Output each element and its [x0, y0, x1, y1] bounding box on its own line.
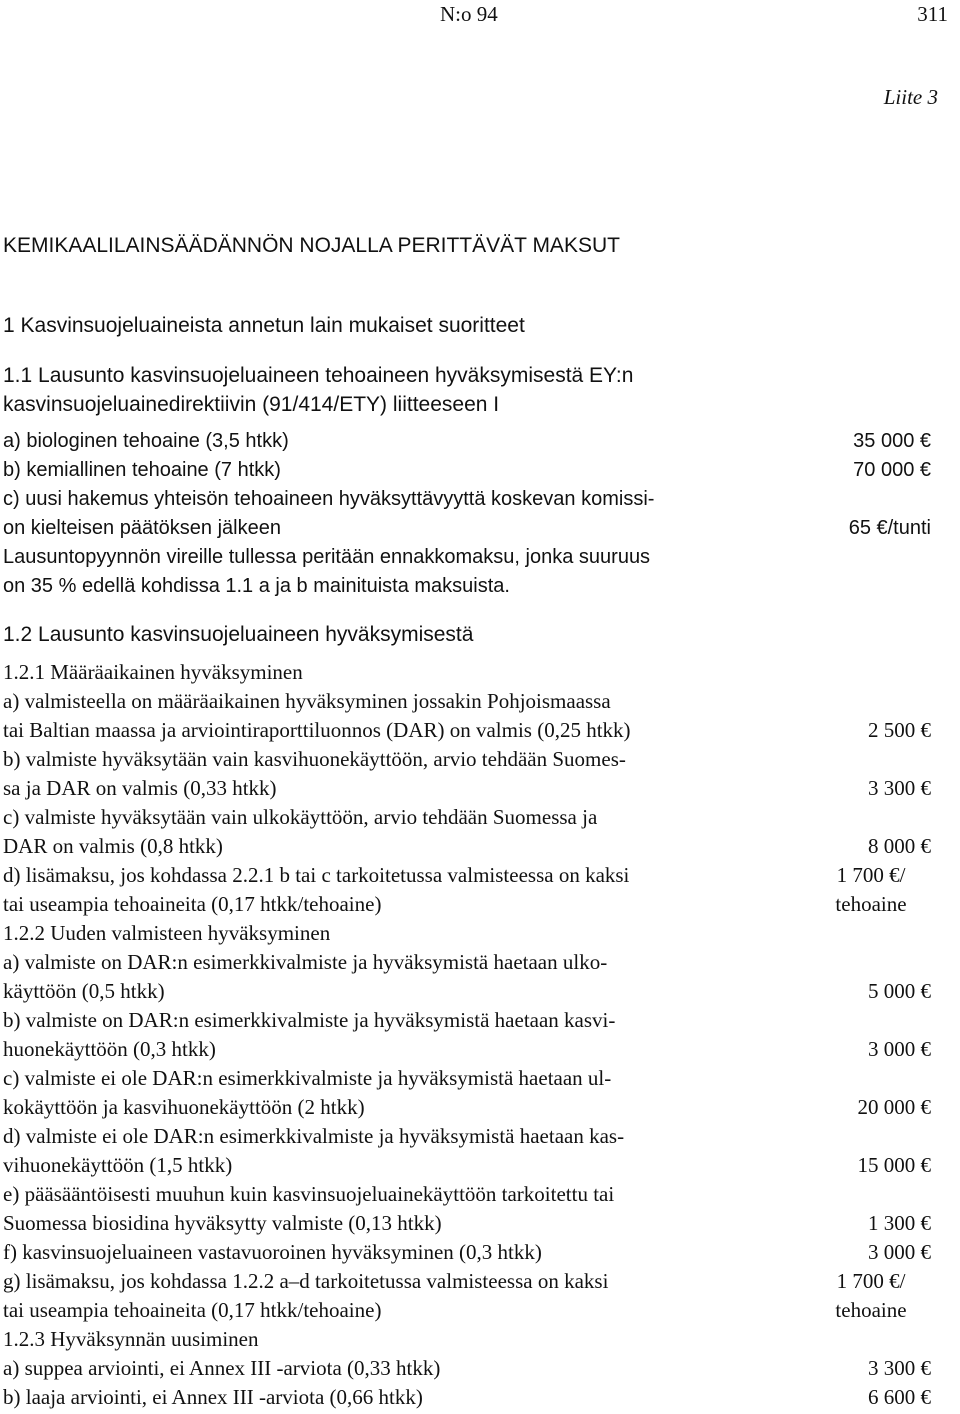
fee-amount: 3 300 €	[868, 1356, 931, 1380]
fee-amount: 5 000 €	[868, 979, 931, 1003]
issue-number: N:o 94	[440, 2, 498, 26]
note-line-1: Lausuntopyynnön vireille tullessa peritään ennakkomaksu, jonka suuruus	[3, 546, 651, 568]
fee-row-1-2-2-a-line-1: a) valmiste on DAR:n esimerkkivalmiste ja hyväksymistä haetaan ulko-	[3, 950, 608, 974]
fee-row-1-2-2-e-line-2: Suomessa biosidina hyväksytty valmiste (0,13 htkk) 1 300 €	[3, 1209, 931, 1238]
fee-row-1-2-2-e-line-1: e) pääsääntöisesti muuhun kuin kasvinsuojeluainekäyttöön tarkoitettu tai	[3, 1182, 615, 1206]
fee-amount: 70 000 €	[853, 459, 931, 481]
fee-row-1-2-3-b: b) laaja arviointi, ei Annex III -arviota (0,66 htkk) 6 600 €	[3, 1383, 931, 1412]
section-1-heading: 1 Kasvinsuojeluaineista annetun lain mukaiset suoritteet	[3, 314, 525, 337]
fee-amount: 3 000 €	[868, 1240, 931, 1264]
fee-row-1-2-1-c-line-1: c) valmiste hyväksytään vain ulkokäyttöön, arvio tehdään Suomessa ja	[3, 805, 598, 829]
fee-row-1-2-1-b-line-2: sa ja DAR on valmis (0,33 htkk) 3 300 €	[3, 774, 931, 803]
fee-amount: 3 300 €	[868, 776, 931, 800]
fee-row-1-2-1-a-line-2: tai Baltian maassa ja arviointiraporttiluonnos (DAR) on valmis (0,25 htkk) 2 500 €	[3, 716, 931, 745]
fee-row-1-2-1-c-line-2: DAR on valmis (0,8 htkk) 8 000 €	[3, 832, 931, 861]
fee-amount: 20 000 €	[857, 1095, 931, 1119]
section-1-2-1-heading: 1.2.1 Määräaikainen hyväksyminen	[3, 660, 303, 684]
fee-row-1-1-b: b) kemiallinen tehoaine (7 htkk) 70 000 €	[3, 456, 931, 485]
fee-row-1-2-2-c-line-1: c) valmiste ei ole DAR:n esimerkkivalmiste ja hyväksymistä haetaan ul-	[3, 1066, 612, 1090]
fee-row-1-2-2-c-line-2: kokäyttöön ja kasvihuonekäyttöön (2 htkk) 20 000 €	[3, 1093, 931, 1122]
section-1-1-heading-line-1: 1.1 Lausunto kasvinsuojeluaineen tehoaineen hyväksymisestä EY:n	[3, 364, 634, 387]
fee-amount: 3 000 €	[868, 1037, 931, 1061]
fee-row-1-2-2-f: f) kasvinsuojeluaineen vastavuoroinen hyväksyminen (0,3 htkk) 3 000 €	[3, 1238, 931, 1267]
annex-label: Liite 3	[883, 85, 938, 109]
fee-amount: 35 000 €	[853, 430, 931, 452]
fee-amount: 6 600 €	[868, 1385, 931, 1409]
fee-row-1-2-1-b-line-1: b) valmiste hyväksytään vain kasvihuonekäyttöön, arvio tehdään Suomes-	[3, 747, 626, 771]
fee-row-1-2-2-d-line-2: vihuonekäyttöön (1,5 htkk) 15 000 €	[3, 1151, 931, 1180]
fee-row-1-1-c-line-1: c) uusi hakemus yhteisön tehoaineen hyväksyttävyyttä koskevan komissi-	[3, 488, 655, 510]
fee-row-1-2-2-b-line-1: b) valmiste on DAR:n esimerkkivalmiste ja hyväksymistä haetaan kasvi-	[3, 1008, 616, 1032]
section-1-2-3-heading: 1.2.3 Hyväksynnän uusiminen	[3, 1327, 259, 1351]
fee-row-1-2-1-d-line-2: tai useampia tehoaineita (0,17 htkk/tehoaine) tehoaine	[3, 890, 931, 919]
fee-row-1-2-2-b-line-2: huonekäyttöön (0,3 htkk) 3 000 €	[3, 1035, 931, 1064]
section-1-2-2-heading: 1.2.2 Uuden valmisteen hyväksyminen	[3, 921, 331, 945]
fee-row-1-2-2-d-line-1: d) valmiste ei ole DAR:n esimerkkivalmiste ja hyväksymistä haetaan kas-	[3, 1124, 625, 1148]
fee-row-1-2-3-a: a) suppea arviointi, ei Annex III -arviota (0,33 htkk) 3 300 €	[3, 1354, 931, 1383]
fee-amount: 65 €/tunti	[848, 517, 931, 539]
section-1-2-heading: 1.2 Lausunto kasvinsuojeluaineen hyväksymisestä	[3, 623, 474, 646]
fee-row-1-1-a: a) biologinen tehoaine (3,5 htkk) 35 000 €	[3, 427, 931, 456]
fee-amount: 15 000 €	[857, 1153, 931, 1177]
fee-row-1-2-1-a-line-1: a) valmisteella on määräaikainen hyväksyminen jossakin Pohjoismaassa	[3, 689, 611, 713]
fee-row-1-2-2-a-line-2: käyttöön (0,5 htkk) 5 000 €	[3, 977, 931, 1006]
page-number: 311	[917, 2, 948, 26]
fee-amount: 1 700 €/	[836, 1269, 906, 1293]
document-title: KEMIKAALILAINSÄÄDÄNNÖN NOJALLA PERITTÄVÄT MAKSUT	[3, 234, 620, 257]
fee-row-1-2-1-d-line-1: d) lisämaksu, jos kohdassa 2.2.1 b tai c tarkoitetussa valmisteessa on kaksi 1 700 €/	[3, 861, 931, 890]
fee-amount: 2 500 €	[868, 718, 931, 742]
fee-row-1-1-c-line-2: on kielteisen päätöksen jälkeen 65 €/tunti	[3, 514, 931, 543]
fee-amount: 1 300 €	[868, 1211, 931, 1235]
note-line-2: on 35 % edellä kohdissa 1.1 a ja b mainituista maksuista.	[3, 575, 510, 597]
fee-amount: 8 000 €	[868, 834, 931, 858]
fee-amount-unit: tehoaine	[835, 892, 907, 916]
fee-amount: 1 700 €/	[836, 863, 906, 887]
fee-amount-unit: tehoaine	[835, 1298, 907, 1322]
section-1-1-heading-line-2: kasvinsuojeluainedirektiivin (91/414/ETY) liitteeseen I	[3, 393, 500, 416]
fee-row-1-2-2-g-line-2: tai useampia tehoaineita (0,17 htkk/tehoaine) tehoaine	[3, 1296, 931, 1325]
fee-row-1-2-2-g-line-1: g) lisämaksu, jos kohdassa 1.2.2 a–d tarkoitetussa valmisteessa on kaksi 1 700 €/	[3, 1267, 931, 1296]
